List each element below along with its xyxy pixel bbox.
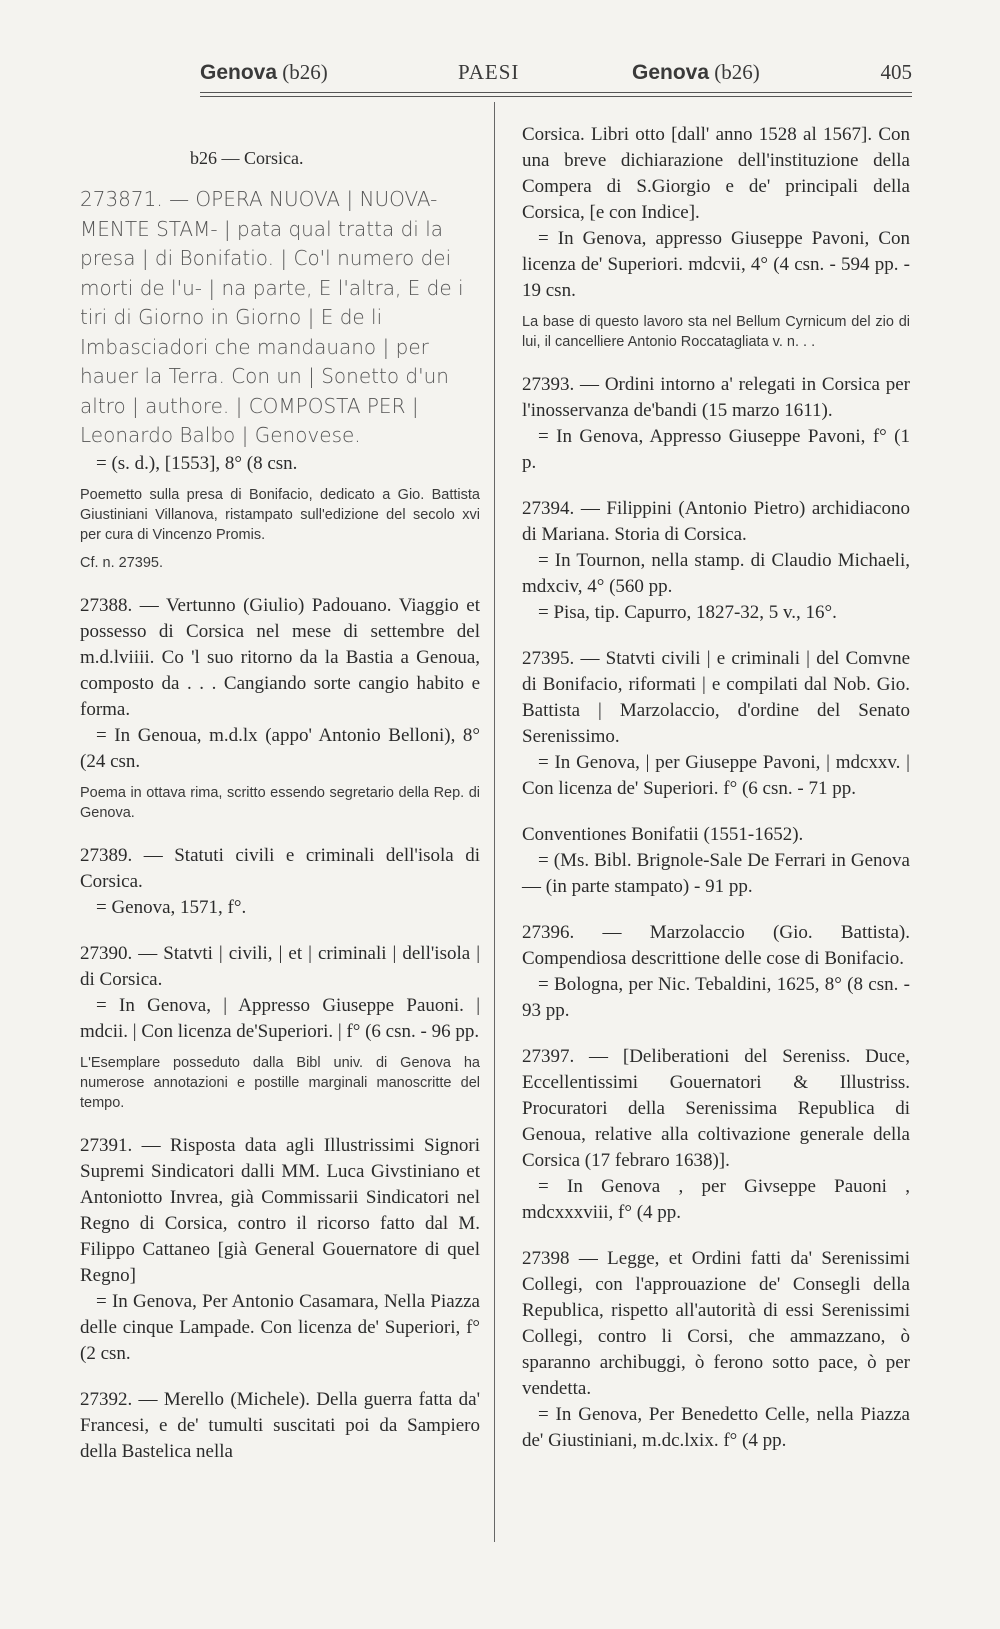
- entry-imprint: = In Genova, | per Giuseppe Pavoni, | mdcxxv. | Con licenza de' Superiori. f° (6 csn. - 71 pp.: [522, 752, 910, 799]
- entry-imprint: = (s. d.), [1553], 8° (8 csn.: [96, 452, 298, 474]
- entry-27392: [80, 1387, 480, 1465]
- header-left-sub: (b26): [277, 60, 328, 84]
- entry-27395: [522, 646, 910, 802]
- right-column: [522, 122, 910, 1474]
- page-number: 405: [880, 60, 912, 84]
- entry-title: 27392. — Merello (Michele). Della guerra fatta da' Francesi, e de' tumulti suscitati poi da Sampiero della Bastelica nella: [80, 1388, 480, 1462]
- entry-title: Conventiones Bonifatii (1551-1652).: [522, 824, 804, 845]
- header-center: PAESI: [458, 60, 520, 84]
- entry-27388: [80, 593, 480, 823]
- entry-27390: [80, 941, 480, 1113]
- entry-27394: [522, 496, 910, 626]
- entry-note: L'Esemplare posseduto dalla Bibl univ. di Genova ha numerose annotazioni e postille marginali manoscritte del tempo.: [80, 1054, 480, 1111]
- entry-title: 27388. — Vertunno (Giulio) Padouano. Viaggio et possesso di Corsica nel mese di settembre del m.d.lviiii. Co 'l suo ritorno da la Bastia a Genoua, composto da . . . Cangiando sorte cangio habito e forma.: [80, 594, 480, 720]
- entry-note: La base di questo lavoro sta nel Bellum Cyrnicum del zio di lui, il cancelliere Antonio Roccatagliata v. n. . .: [522, 314, 910, 350]
- entry-imprint: = Bologna, per Nic. Tebaldini, 1625, 8° (8 csn. - 93 pp.: [522, 974, 910, 1021]
- running-header: [200, 56, 912, 90]
- entry-imprint: = In Genova, Appresso Giuseppe Pavoni, f° (1 p.: [522, 426, 910, 473]
- header-left: [200, 60, 328, 85]
- entry-27398: [522, 1246, 910, 1454]
- entry-imprint: = (Ms. Bibl. Brignole-Sale De Ferrari in Genova — (in parte stampato) - 91 pp.: [522, 850, 910, 897]
- entry-imprint: = In Genova, appresso Giuseppe Pavoni, Con licenza de' Superiori. mdcvii, 4° (4 csn. - 594 pp. - 19 csn.: [522, 228, 910, 301]
- entry-27387: [80, 185, 480, 573]
- entry-note: Poema in ottava rima, scritto essendo segretario della Rep. di Genova.: [80, 784, 480, 821]
- header-right: [632, 60, 760, 85]
- header-rule-double: [200, 96, 912, 97]
- entry-title-continued: Corsica. Libri otto [dall' anno 1528 al 1567]. Con una breve dichiarazione dell'instituzione della Compera di S.Giorgio e de' principali della Corsica, [e con Indice].: [522, 124, 910, 223]
- entry-27393: [522, 372, 910, 476]
- entry-title: 27393. — Ordini intorno a' relegati in Corsica per l'inosservanza de'bandi (15 marzo 1611).: [522, 374, 910, 421]
- entry-27392-continued: [522, 122, 910, 352]
- left-column: [80, 122, 480, 1485]
- entry-imprint: = In Genova , per Givseppe Pauoni , mdcxxxviii, f° (4 pp.: [522, 1176, 910, 1223]
- entry-imprint: = In Genova, Per Antonio Casamara, Nella Piazza delle cinque Lampade. Con licenza de' Superiori, f° (2 csn.: [80, 1290, 480, 1364]
- header-left-title: Genova: [200, 61, 278, 84]
- header-right-sub: (b26): [709, 60, 760, 84]
- entry-imprint: = In Genoua, m.d.lx (appo' Antonio Belloni), 8° (24 csn.: [80, 724, 480, 772]
- column-divider: [494, 102, 495, 1542]
- entry-note: Poemetto sulla presa di Bonifacio, dedicato a Gio. Battista Giustiniani Villanova, ristampato sull'edizione del secolo xvi per cura di Vincenzo Promis.: [80, 486, 480, 543]
- entry-title: 27396. — Marzolaccio (Gio. Battista). Compendiosa descrittione delle cose di Bonifacio.: [522, 922, 910, 969]
- entry-imprint-2: = Pisa, tip. Capurro, 1827-32, 5 v., 16°.: [538, 602, 837, 623]
- section-heading: b26 — Corsica.: [190, 148, 304, 168]
- entry-imprint: = In Genova, | Appresso Giuseppe Pauoni. | mdcii. | Con licenza de'Superiori. | f° (6 csn. - 96 pp.: [80, 994, 480, 1042]
- entry-27396: [522, 920, 910, 1024]
- entry-title: 27395. — Statvti civili | e criminali | del Comvne di Bonifacio, riformati | e compilati dal Nob. Gio. Battista | Marzolaccio, d'ordine del Senato Serenissimo.: [522, 648, 910, 747]
- entry-title: 27398 — Legge, et Ordini fatti da' Serenissimi Collegi, con l'approuazione de' Consegli della Republica, rispetto all'autorità di essi Serenissimi Collegi, contro li Corsi, che ammazzano, ò sparanno archibuggi, ò ferono sotto pace, ò per vendetta.: [522, 1248, 910, 1399]
- header-right-title: Genova: [632, 61, 710, 84]
- entry-title: 27391. — Risposta data agli Illustrissimi Signori Supremi Sindicatori dalli MM. Luca Givstiniano et Antoniotto Invrea, già Commissarii Sindicatori nel Regno di Corsica, contro il ricorso fatto dal M. Filippo Cattaneo [già General Gouernatore di quel Regno]: [80, 1134, 480, 1286]
- entry-27397: [522, 1044, 910, 1226]
- entry-crossref: Cf. n. 27395.: [80, 554, 164, 571]
- entry-title: 27397. — [Deliberationi del Sereniss. Duce, Eccellentissimi Gouernatori & Illustriss. Procuratori della Serenissima Republica di Genoua, relative alla coltivazione generale della Corsica (17 febraro 1638)].: [522, 1046, 910, 1171]
- entry-title: 27389. — Statuti civili e criminali dell'isola di Corsica.: [80, 844, 480, 892]
- entry-imprint: = In Tournon, nella stamp. di Claudio Michaeli, mdxciv, 4° (560 pp.: [522, 550, 910, 597]
- entry-conventiones: [522, 822, 910, 900]
- entry-27389: [80, 843, 480, 921]
- entry-imprint: = In Genova, Per Benedetto Celle, nella Piazza de' Giustiniani, m.dc.lxix. f° (4 pp.: [522, 1404, 910, 1451]
- entry-27391: [80, 1133, 480, 1367]
- header-rule: [200, 92, 912, 93]
- entry-title: 27390. — Statvti | civili, | et | criminali | dell'isola | di Corsica.: [80, 942, 480, 990]
- entry-imprint: = Genova, 1571, f°.: [96, 896, 247, 918]
- entry-title: 273871. — OPERA NUOVA | NUOVA-MENTE STAM- | pata qual tratta di la presa | di Bonifatio. | Co'l numero dei morti de l'u- | na parte, E l'altra, E de i tiri di Giorno in Giorno | E de li Imbasciadori che mandauano | per hauer la Terra. Con un | Sonetto d'un altro | authore. | COMPOSTA PER | Leonardo Balbo | Genovese.: [80, 187, 464, 447]
- entry-title: 27394. — Filippini (Antonio Pietro) archidiacono di Mariana. Storia di Corsica.: [522, 498, 910, 545]
